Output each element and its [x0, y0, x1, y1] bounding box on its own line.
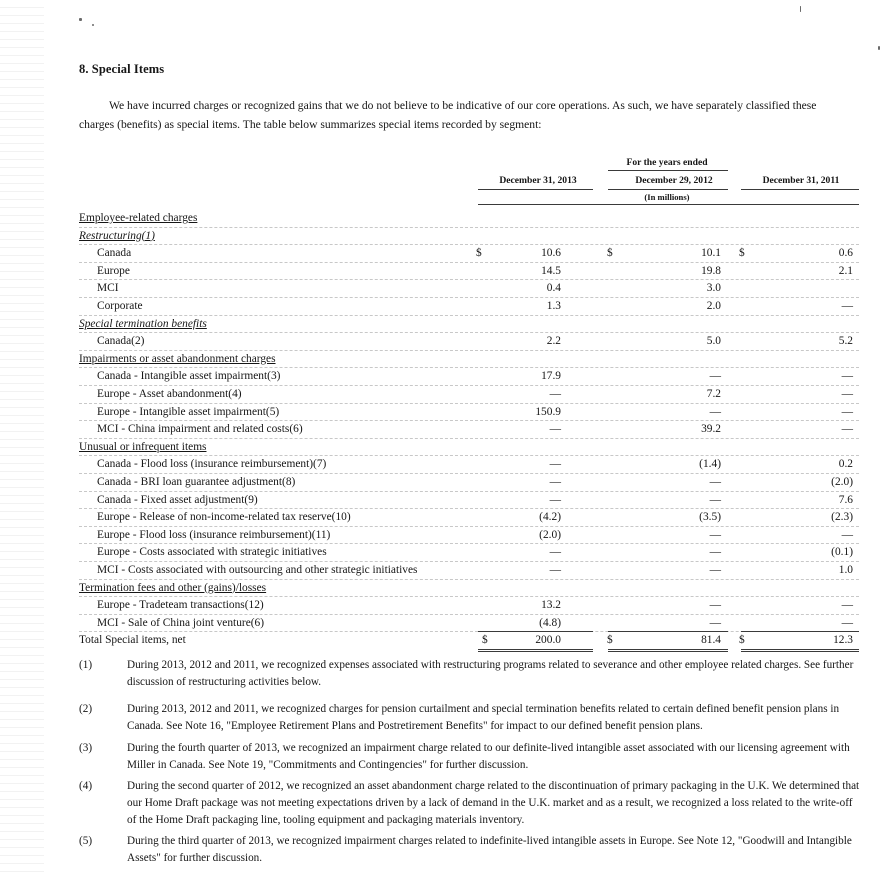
total-bottom-rule [478, 649, 593, 652]
value-2011: (2.0) [831, 476, 853, 488]
value-2011: 5.2 [838, 335, 853, 348]
table-row [0, 527, 893, 544]
value-2012: — [709, 476, 721, 488]
table-row [0, 368, 893, 385]
value-2012: 81.4 [701, 634, 721, 647]
value-2011: — [841, 300, 853, 312]
row-label: Canada - Flood loss (insurance reimbursement)(7) [97, 458, 327, 471]
column-header-2013: December 31, 2013 [499, 175, 577, 186]
table-row [0, 492, 893, 509]
value-2011: 2.1 [838, 264, 853, 277]
value-2012: (1.4) [699, 458, 721, 471]
value-2013: 2.2 [546, 335, 561, 348]
value-2012: 7.2 [706, 388, 721, 400]
section-label: Termination fees and other (gains)/losses [79, 581, 267, 594]
value-2012: 5.0 [706, 335, 721, 348]
scan-speck [79, 18, 82, 21]
row-label: Europe - Release of non-income-related tax reserve(10) [97, 511, 351, 524]
value-2013: — [549, 546, 561, 559]
value-2013: 1.3 [546, 300, 561, 312]
units-label: (In millions) [644, 192, 690, 202]
value-2013: 17.9 [541, 370, 561, 383]
value-2011: — [841, 599, 853, 612]
table-row [0, 562, 893, 579]
column-rule-2012 [608, 189, 728, 190]
row-label: Canada(2) [97, 335, 145, 348]
section-label: Employee-related charges [79, 212, 198, 224]
value-2013: — [549, 423, 561, 436]
table-row [0, 210, 893, 227]
value-2011: — [841, 528, 853, 541]
value-2011: — [841, 370, 853, 383]
value-2012: — [709, 370, 721, 383]
value-2013: 13.2 [541, 599, 561, 612]
table-row [0, 580, 893, 597]
row-label: MCI - Costs associated with outsourcing and other strategic initiatives [97, 564, 418, 576]
table-row [0, 333, 893, 350]
row-label: Canada [97, 247, 132, 260]
row-label: Corporate [97, 300, 143, 312]
section-title: 8. Special Items [79, 62, 165, 76]
header-rule [608, 170, 728, 171]
dollar-sign: $ [476, 247, 482, 260]
footnote-text: During the third quarter of 2013, we recognized impairment charges related to indefinite-lived intangible assets in Europe. See Note 12, "Goodwill and Intangible Assets" for further discussion. [127, 835, 852, 864]
row-label: MCI - China impairment and related costs(6) [97, 423, 303, 436]
value-2011: (0.1) [831, 546, 853, 559]
table-row [0, 351, 893, 368]
value-2012: — [709, 564, 721, 576]
value-2011: 0.6 [838, 247, 853, 260]
group-header: For the years ended [626, 157, 708, 168]
value-2013: — [549, 493, 561, 506]
intro-paragraph: We have incurred charges or recognized gains that we do not believe to be indicative of our core operations. As such, we have separately classified these charges (benefits) as special items. The table below summarizes special items recorded by segment: [79, 99, 817, 131]
scan-speck [800, 6, 801, 12]
section-label: Unusual or infrequent items [79, 440, 207, 453]
dollar-sign: $ [482, 634, 488, 647]
footnote-text: During the second quarter of 2012, we recognized an asset abandonment charge related to the discontinuation of primary packaging in the U.K. We determined that our Home Draft package was not meeting expectations driven by a lack of demand in the U.K. market and as a result, we recognized a loss related to the write-off of the Home Draft packaging line, tooling equipment and packaging materials inventory. [127, 780, 860, 826]
value-2011: — [841, 423, 853, 436]
table-row [0, 421, 893, 438]
footnote-mark: (3) [79, 742, 93, 754]
footnote-mark: (5) [79, 835, 93, 847]
table-row [0, 263, 893, 280]
table-row [0, 597, 893, 614]
value-2012: 19.8 [701, 264, 721, 277]
value-2011: 12.3 [833, 634, 853, 647]
value-2013: — [549, 476, 561, 488]
table-row [0, 544, 893, 561]
column-header-2012: December 29, 2012 [635, 175, 713, 186]
row-label: Canada - Fixed asset adjustment(9) [97, 493, 258, 506]
table-row [0, 316, 893, 333]
value-2011: 0.2 [838, 458, 853, 471]
column-rule-2011 [741, 189, 859, 190]
value-2012: — [709, 616, 721, 629]
scan-speck [92, 24, 94, 26]
row-label: Europe [97, 264, 130, 277]
value-2013: (4.8) [539, 616, 561, 629]
value-2013: 10.6 [541, 247, 561, 260]
value-2011: — [841, 405, 853, 418]
total-top-rule [608, 631, 728, 632]
table-row [0, 456, 893, 473]
footnote-1 [79, 657, 859, 693]
value-2012: 10.1 [701, 247, 721, 260]
value-2012: — [709, 405, 721, 418]
total-bottom-rule [608, 649, 728, 652]
row-label: Canada - BRI loan guarantee adjustment(8) [97, 476, 296, 488]
total-top-rule [478, 631, 593, 632]
footnote-mark: (4) [79, 780, 93, 792]
header-bottom-rule [478, 204, 859, 205]
value-2012: 2.0 [706, 300, 721, 312]
scan-speck [878, 46, 880, 50]
dollar-sign: $ [739, 634, 745, 647]
total-bottom-rule [741, 649, 859, 652]
total-label: Total Special items, net [79, 634, 186, 647]
value-2011: (2.3) [831, 511, 853, 524]
column-header-2011: December 31, 2011 [762, 175, 840, 186]
footnote-text: During 2013, 2012 and 2011, we recognized expenses associated with restructuring programs related to severance and other employee related charges. See further discussion of restructuring activities below. [127, 659, 854, 688]
row-label: Europe - Asset abandonment(4) [97, 388, 242, 400]
row-label: Europe - Costs associated with strategic initiatives [97, 546, 327, 559]
value-2011: — [841, 388, 853, 400]
footnote-4 [79, 778, 859, 830]
value-2012: (3.5) [699, 511, 721, 524]
value-2012: 3.0 [706, 282, 721, 295]
table-row [0, 404, 893, 421]
value-2012: — [709, 546, 721, 559]
row-label: Europe - Flood loss (insurance reimbursement)(11) [97, 528, 331, 541]
value-2013: 0.4 [546, 282, 561, 295]
value-2011: — [841, 616, 853, 629]
total-row [0, 632, 893, 649]
value-2011: 1.0 [838, 564, 853, 576]
footnote-3 [79, 740, 859, 776]
table-row [0, 509, 893, 526]
table-row [0, 474, 893, 491]
value-2013: — [549, 564, 561, 576]
footnote-mark: (1) [79, 659, 93, 671]
table-row [0, 386, 893, 403]
row-label: MCI [97, 282, 119, 295]
value-2012: — [709, 493, 721, 506]
dollar-sign: $ [607, 247, 613, 260]
column-rule-2013 [478, 189, 593, 190]
value-2013: (2.0) [539, 528, 561, 541]
table-row [0, 615, 893, 632]
value-2013: 200.0 [535, 634, 561, 647]
value-2012: — [709, 528, 721, 541]
value-2013: 150.9 [535, 405, 561, 418]
value-2013: (4.2) [539, 511, 561, 524]
row-label: Europe - Intangible asset impairment(5) [97, 405, 280, 418]
table-row [0, 280, 893, 297]
value-2011: 7.6 [838, 493, 853, 506]
table-row [0, 298, 893, 315]
section-label: Special termination benefits [79, 317, 207, 330]
row-label: Canada - Intangible asset impairment(3) [97, 370, 281, 383]
dollar-sign: $ [607, 634, 613, 647]
value-2012: — [709, 599, 721, 612]
value-2012: 39.2 [701, 423, 721, 436]
footnote-text: During the fourth quarter of 2013, we recognized an impairment charge related to our definite-lived intangible asset associated with our licensing agreement with Miller in Canada. See Note 19, "Commitments and Contingencies" for further discussion. [127, 742, 850, 771]
value-2013: — [549, 388, 561, 400]
footnote-2 [79, 701, 859, 737]
section-label: Impairments or asset abandonment charges [79, 352, 276, 365]
table-row [0, 439, 893, 456]
table-row [0, 228, 893, 245]
footnote-mark: (2) [79, 703, 93, 715]
section-label: Restructuring(1) [79, 229, 155, 242]
row-label: Europe - Tradeteam transactions(12) [97, 599, 264, 612]
total-top-rule [741, 631, 859, 632]
dollar-sign: $ [739, 247, 745, 260]
footnote-text: During 2013, 2012 and 2011, we recognized charges for pension curtailment and special termination benefits related to certain defined benefit pension plans in Canada. See Note 16, "Employee Retirement Plans and Postretirement Benefits" for impact to our defined benefit pension plans. [127, 703, 840, 732]
value-2013: — [549, 458, 561, 471]
value-2013: 14.5 [541, 264, 561, 277]
row-label: MCI - Sale of China joint venture(6) [97, 616, 265, 629]
table-row [0, 245, 893, 262]
footnote-5 [79, 833, 859, 869]
